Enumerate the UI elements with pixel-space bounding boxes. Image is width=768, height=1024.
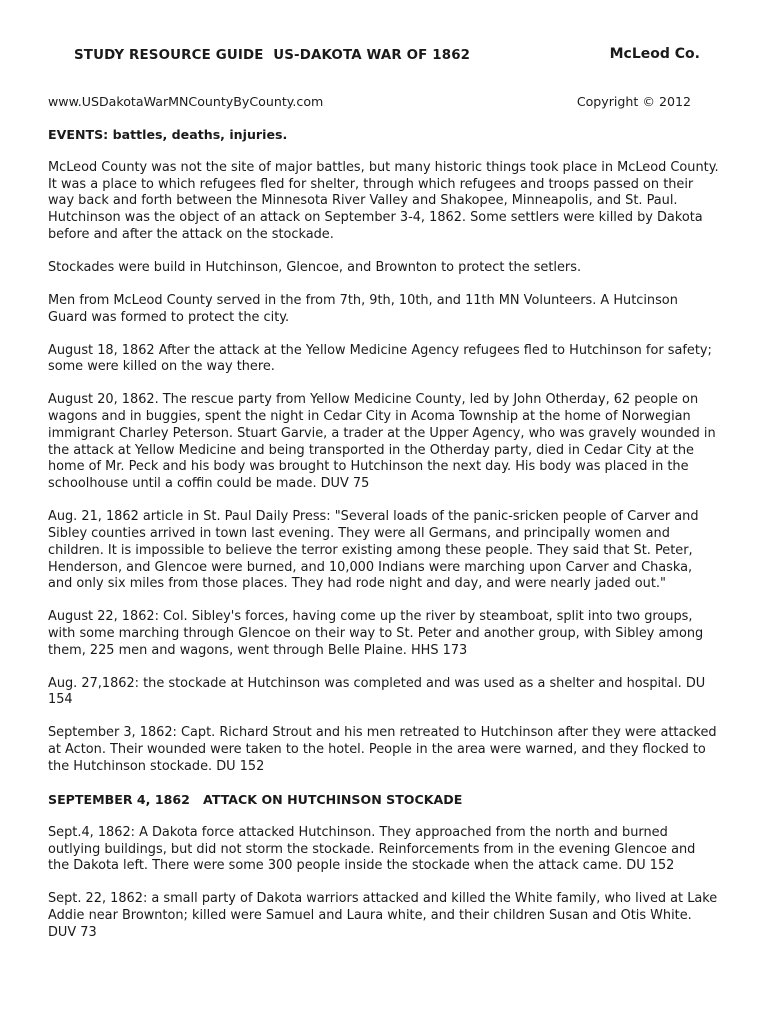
document-body: [48, 127, 720, 958]
paragraph-aug-22: August 22, 1862: Col. Sibley's forces, having come up the river by steamboat, split into two groups, with some marching through Glencoe on their way to St. Peter and another group, with Sibley among them, 225 men and wagons, went through Belle Plaine. HHS 173: [48, 609, 704, 658]
paragraph-aug-27: Aug. 27,1862: the stockade at Hutchinson was completed and was used as a shelter and hospital. DU 154: [48, 675, 706, 708]
paragraph-aug-20: August 20, 1862. The rescue party from Yellow Medicine County, led by John Otherday, 62 people on wagons and in buggies, spent the night in Cedar City in Acoma Township at the home of Norwegian immigrant Charley Peterson. Stuart Garvie, a trader at the Upper Agency, who was gravely wounded in the attack at Yellow Medicine and being transported in the Otherday party, died in Cedar City at the home of Mr. Peck and his body was brought to Hutchinson the next day. His body was placed in the schoolhouse until a coffin could be made. DUV 75: [48, 392, 716, 492]
paragraph-aug-21: Aug. 21, 1862 article in St. Paul Daily Press: "Several loads of the panic-sricken people of Carver and Sibley counties arrived in town last evening. They were all Germans, and principally women and children. It is impossible to believe the terror existing among these people. They said that St. Peter, Henderson, and Glencoe were burned, and 10,000 Indians were marching upon Carver and Chaska, and only six miles from those places. They had rode night and day, and were nearly jaded out.": [48, 509, 699, 592]
copyright-notice: Copyright © 2012: [576, 94, 691, 109]
paragraph-overview: McLeod County was not the site of major battles, but many historic things took place in McLeod County. It was a place to which refugees fled for shelter, through which refugees and troops passed on their way back and forth between the Minnesota River Valley and Shakopee, Minneapolis, and St. Paul. Hutchinson was the object of an attack on September 3-4, 1862. Some settlers were killed by Dakota before and after the attack on the stockade.: [48, 159, 719, 243]
paragraph-sep-4: Sept.4, 1862: A Dakota force attacked Hutchinson. They approached from the north and burned outlying buildings, but did not storm the stockade. Reinforcements from in the evening Glencoe and the Dakota left. There were some 300 people inside the stockade when the attack came. DU 152: [48, 824, 696, 874]
paragraph-sep-3: September 3, 1862: Capt. Richard Strout and his men retreated to Hutchinson after they were attacked at Acton. Their wounded were taken to the hotel. People in the area were warned, and they flocked to the Hutchinson stockade. DU 152: [48, 725, 717, 774]
events-heading: EVENTS: battles, deaths, injuries.: [48, 127, 288, 142]
website-link[interactable]: www.USDakotaWarMNCountyByCounty.com: [48, 94, 324, 109]
county-label: McLeod Co.: [609, 46, 700, 62]
document-subheader: [48, 94, 691, 112]
paragraph-volunteers: Men from McLeod County served in the from 7th, 9th, 10th, and 11th MN Volunteers. A Hutcinson Guard was formed to protect the city.: [48, 292, 678, 325]
paragraph-aug-18: August 18, 1862 After the attack at the Yellow Medicine Agency refugees fled to Hutchinson for safety; some were killed on the way there.: [48, 342, 712, 375]
paragraph-sep-22: Sept. 22, 1862: a small party of Dakota warriors attacked and killed the White family, who lived at Lake Addie near Brownton; killed were Samuel and Laura white, and their children Susan and Otis White. DUV 73: [48, 891, 718, 940]
document-title: STUDY RESOURCE GUIDE US-DAKOTA WAR OF 1862: [74, 48, 471, 63]
paragraph-stockades: Stockades were build in Hutchinson, Glencoe, and Brownton to protect the setlers.: [48, 259, 582, 275]
document-header: [74, 46, 700, 68]
attack-heading: SEPTEMBER 4, 1862 ATTACK ON HUTCHINSON STOCKADE: [48, 791, 463, 807]
